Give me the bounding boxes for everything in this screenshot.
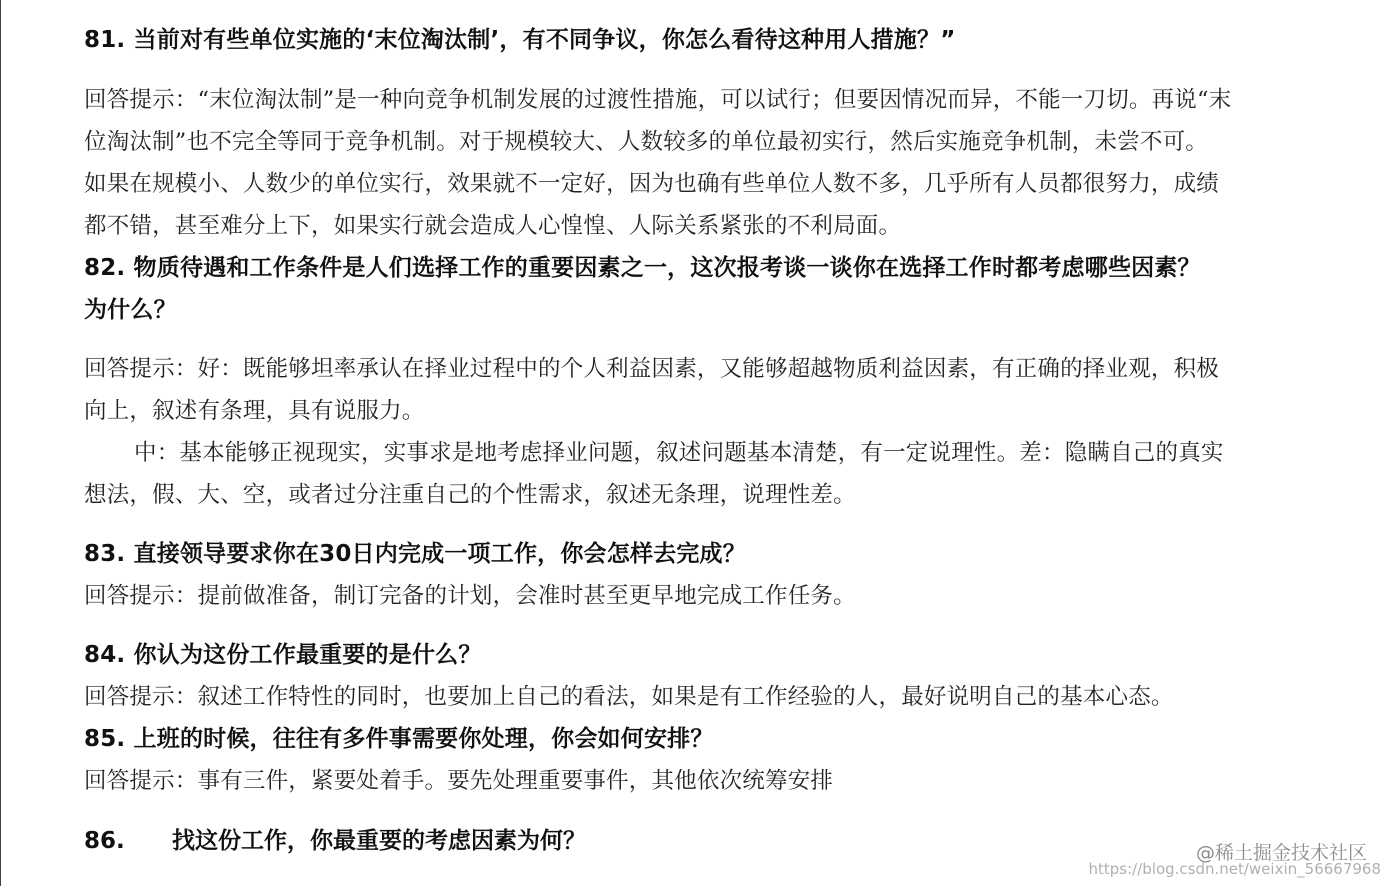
answer-81-line-4: 都不错，甚至难分上下，如果实行就会造成人心惶惶、人际关系紧张的不利局面。 [84,213,902,239]
question-84-title: 84. 你认为这份工作最重要的是什么？ [84,642,482,668]
page-left-border [0,0,1,886]
question-82-title-line-1: 82. 物质待遇和工作条件是人们选择工作的重要因素之一，这次报考谈一谈你在选择工作时都考虑哪些因素？ [84,255,1201,281]
question-86-number: 86. [84,828,125,854]
answer-82-line-2: 向上，叙述有条理，具有说服力。 [84,398,425,424]
question-83-title: 83. 直接领导要求你在30日内完成一项工作，你会怎样去完成？ [84,541,746,567]
answer-82-line-1: 回答提示：好：既能够坦率承认在择业过程中的个人利益因素，又能够超越物质利益因素，有正确的择业观，积极 [84,356,1220,382]
question-85-title: 85. 上班的时候，往往有多件事需要你处理，你会如何安排？ [84,726,714,752]
answer-82-line-3: 中：基本能够正视现实，实事求是地考虑择业问题，叙述问题基本清楚，有一定说理性。差：隐瞒自己的真实 [134,440,1224,466]
watermark-url: https://blog.csdn.net/weixin_56667968 [1088,860,1381,878]
answer-84: 回答提示：叙述工作特性的同时，也要加上自己的看法，如果是有工作经验的人，最好说明自己的基本心态。 [84,684,1174,710]
question-81-title: 81. 当前对有些单位实施的‘末位淘汰制’，有不同争议，你怎么看待这种用人措施？” [84,27,956,53]
answer-81-line-2: 位淘汰制”也不完全等同于竞争机制。对于规模较大、人数较多的单位最初实行，然后实施竞争机制，未尝不可。 [84,129,1209,155]
answer-81-line-1: 回答提示：“末位淘汰制”是一种向竞争机制发展的过渡性措施，可以试行；但要因情况而异，不能一刀切。再说“末 [84,87,1232,113]
answer-82-line-4: 想法，假、大、空，或者过分注重自己的个性需求，叙述无条理，说理性差。 [84,482,856,508]
answer-83: 回答提示：提前做准备，制订完备的计划，会准时甚至更早地完成工作任务。 [84,583,856,609]
watermark-brand: @稀土掘金技术社区 [1195,842,1367,864]
question-82-title-line-2: 为什么？ [84,297,177,323]
answer-85: 回答提示：事有三件，紧要处着手。要先处理重要事件，其他依次统筹安排 [84,768,834,794]
question-86-title: 找这份工作，你最重要的考虑因素为何？ [172,828,586,854]
answer-81-line-3: 如果在规模小、人数少的单位实行，效果就不一定好，因为也确有些单位人数不多，几乎所有人员都很努力，成绩 [84,171,1220,197]
